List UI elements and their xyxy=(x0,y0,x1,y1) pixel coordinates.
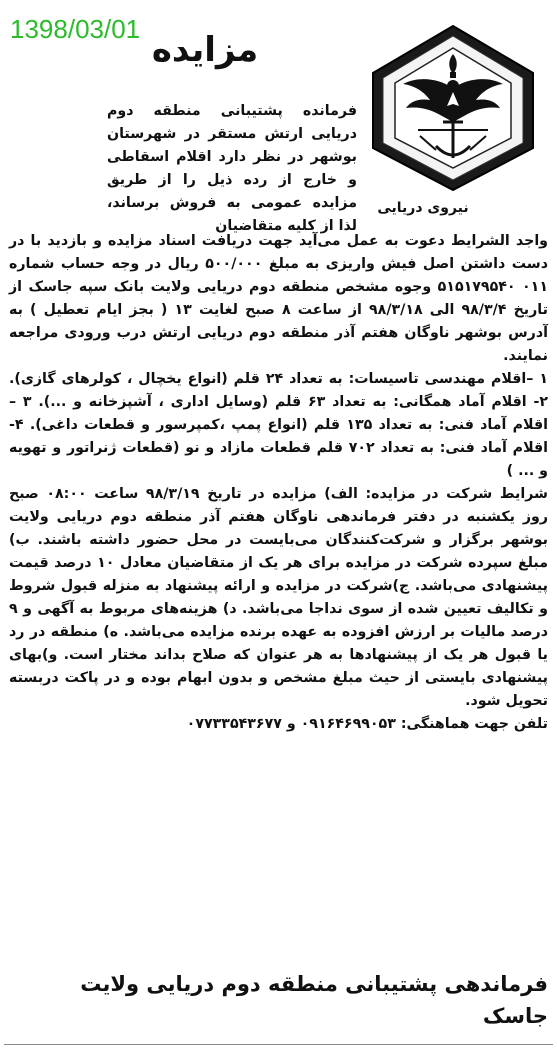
notice-body xyxy=(9,230,548,736)
intro-paragraph: فرمانده پشتیبانی منطقه دوم دریایی ارتش مستقر در شهرستان بوشهر در نظر دارد اقلام اسقاطی و خارج از رده ذیل را از طریق مزایده عمومی به فروش برساند، لذا از کلیه متقاضیان xyxy=(107,103,357,234)
bottom-divider xyxy=(4,1044,553,1045)
publication-date: 1398/03/01 xyxy=(10,14,141,44)
issuer-signature: فرماندهی پشتیبانی منطقه دوم دریایی ولایت جاسک xyxy=(80,972,548,1028)
invitation-paragraph: واجد الشرایط دعوت به عمل می‌آید جهت دریافت اسناد مزایده و بازدید با در دست داشتن اصل فیش واریزی به مبلغ ۵۰۰/۰۰۰ ریال در وجه حساب شماره ۰۱۱ ۵۱۵۱۷۹۵۴۰ وجوه مشخص منطقه دوم دریایی ولایت بانک سپه جاسک از تاریخ ۹۸/۳/۴ الی ۹۸/۳/۱۸ از ساعت ۸ صبح لغایت ۱۳ ( بجز ایام تعطیل ) به آدرس بوشهر ناوگان هفتم آذر منطقه دوم دریایی ارتش درب ورودی مراجعه نمایند. xyxy=(9,233,548,364)
conditions-paragraph: شرایط شرکت در مزایده: الف) مزایده در تاریخ ۹۸/۳/۱۹ ساعت ۰۸:۰۰ صبح روز یکشنبه در دفتر فرماندهی ناوگان هفتم آذر منطقه دوم دریایی ولایت بوشهر برگزار و شرکت‌کنندگان می‌بایست در محل حضور داشته باشند. ب) مبلغ سپرده شرکت در مزایده برای هر یک از متقاضیان معادل ۱۰ درصد قیمت پیشنهادی می‌باشد. ج)شرکت در مزایده و ارائه پیشنهاد به منزله قبول شروط و تکالیف تعیین شده از سوی نداجا می‌باشد. د) هزینه‌های مربوط به آگهی و ۹ درصد مالیات بر ارزش افزوده به عهده برنده مزایده می‌باشد. ه) منطقه در رد یا قبول هر یک از پیشنهادها به هر عنوان که صلاح بداند مختار است. و)بهای پیشنهادی بایستی از حیث مبلغ مشخص و بدون ابهام بوده و در پاکت دربسته تحویل شود. xyxy=(9,486,548,709)
emblem-caption: نیروی دریایی xyxy=(377,200,469,216)
items-paragraph: ۱ –اقلام مهندسی تاسیسات: به تعداد ۲۴ قلم (انواع یخچال ، کولرهای گازی). ۲- اقلام آماد همگانی: به تعداد ۶۳ قلم (وسایل اداری ، آشپزخانه و ...). ۳ – اقلام آماد فنی: به تعداد ۱۳۵ قلم (انواع پمپ ،کمپرسور و قطعات داغی). ۴- اقلام آماد فنی: به تعداد ۷۰۲ قلم قطعات مازاد و نو (قطعات ژنراتور و تهویه و ... ) xyxy=(9,371,548,479)
navy-emblem-logo xyxy=(358,18,548,198)
phone-line: تلفن جهت هماهنگی: ۰۹۱۶۴۶۹۹۰۵۳ و ۰۷۷۳۳۵۴۳۶۷۷ xyxy=(186,716,548,732)
notice-title: مزایده xyxy=(151,30,259,70)
